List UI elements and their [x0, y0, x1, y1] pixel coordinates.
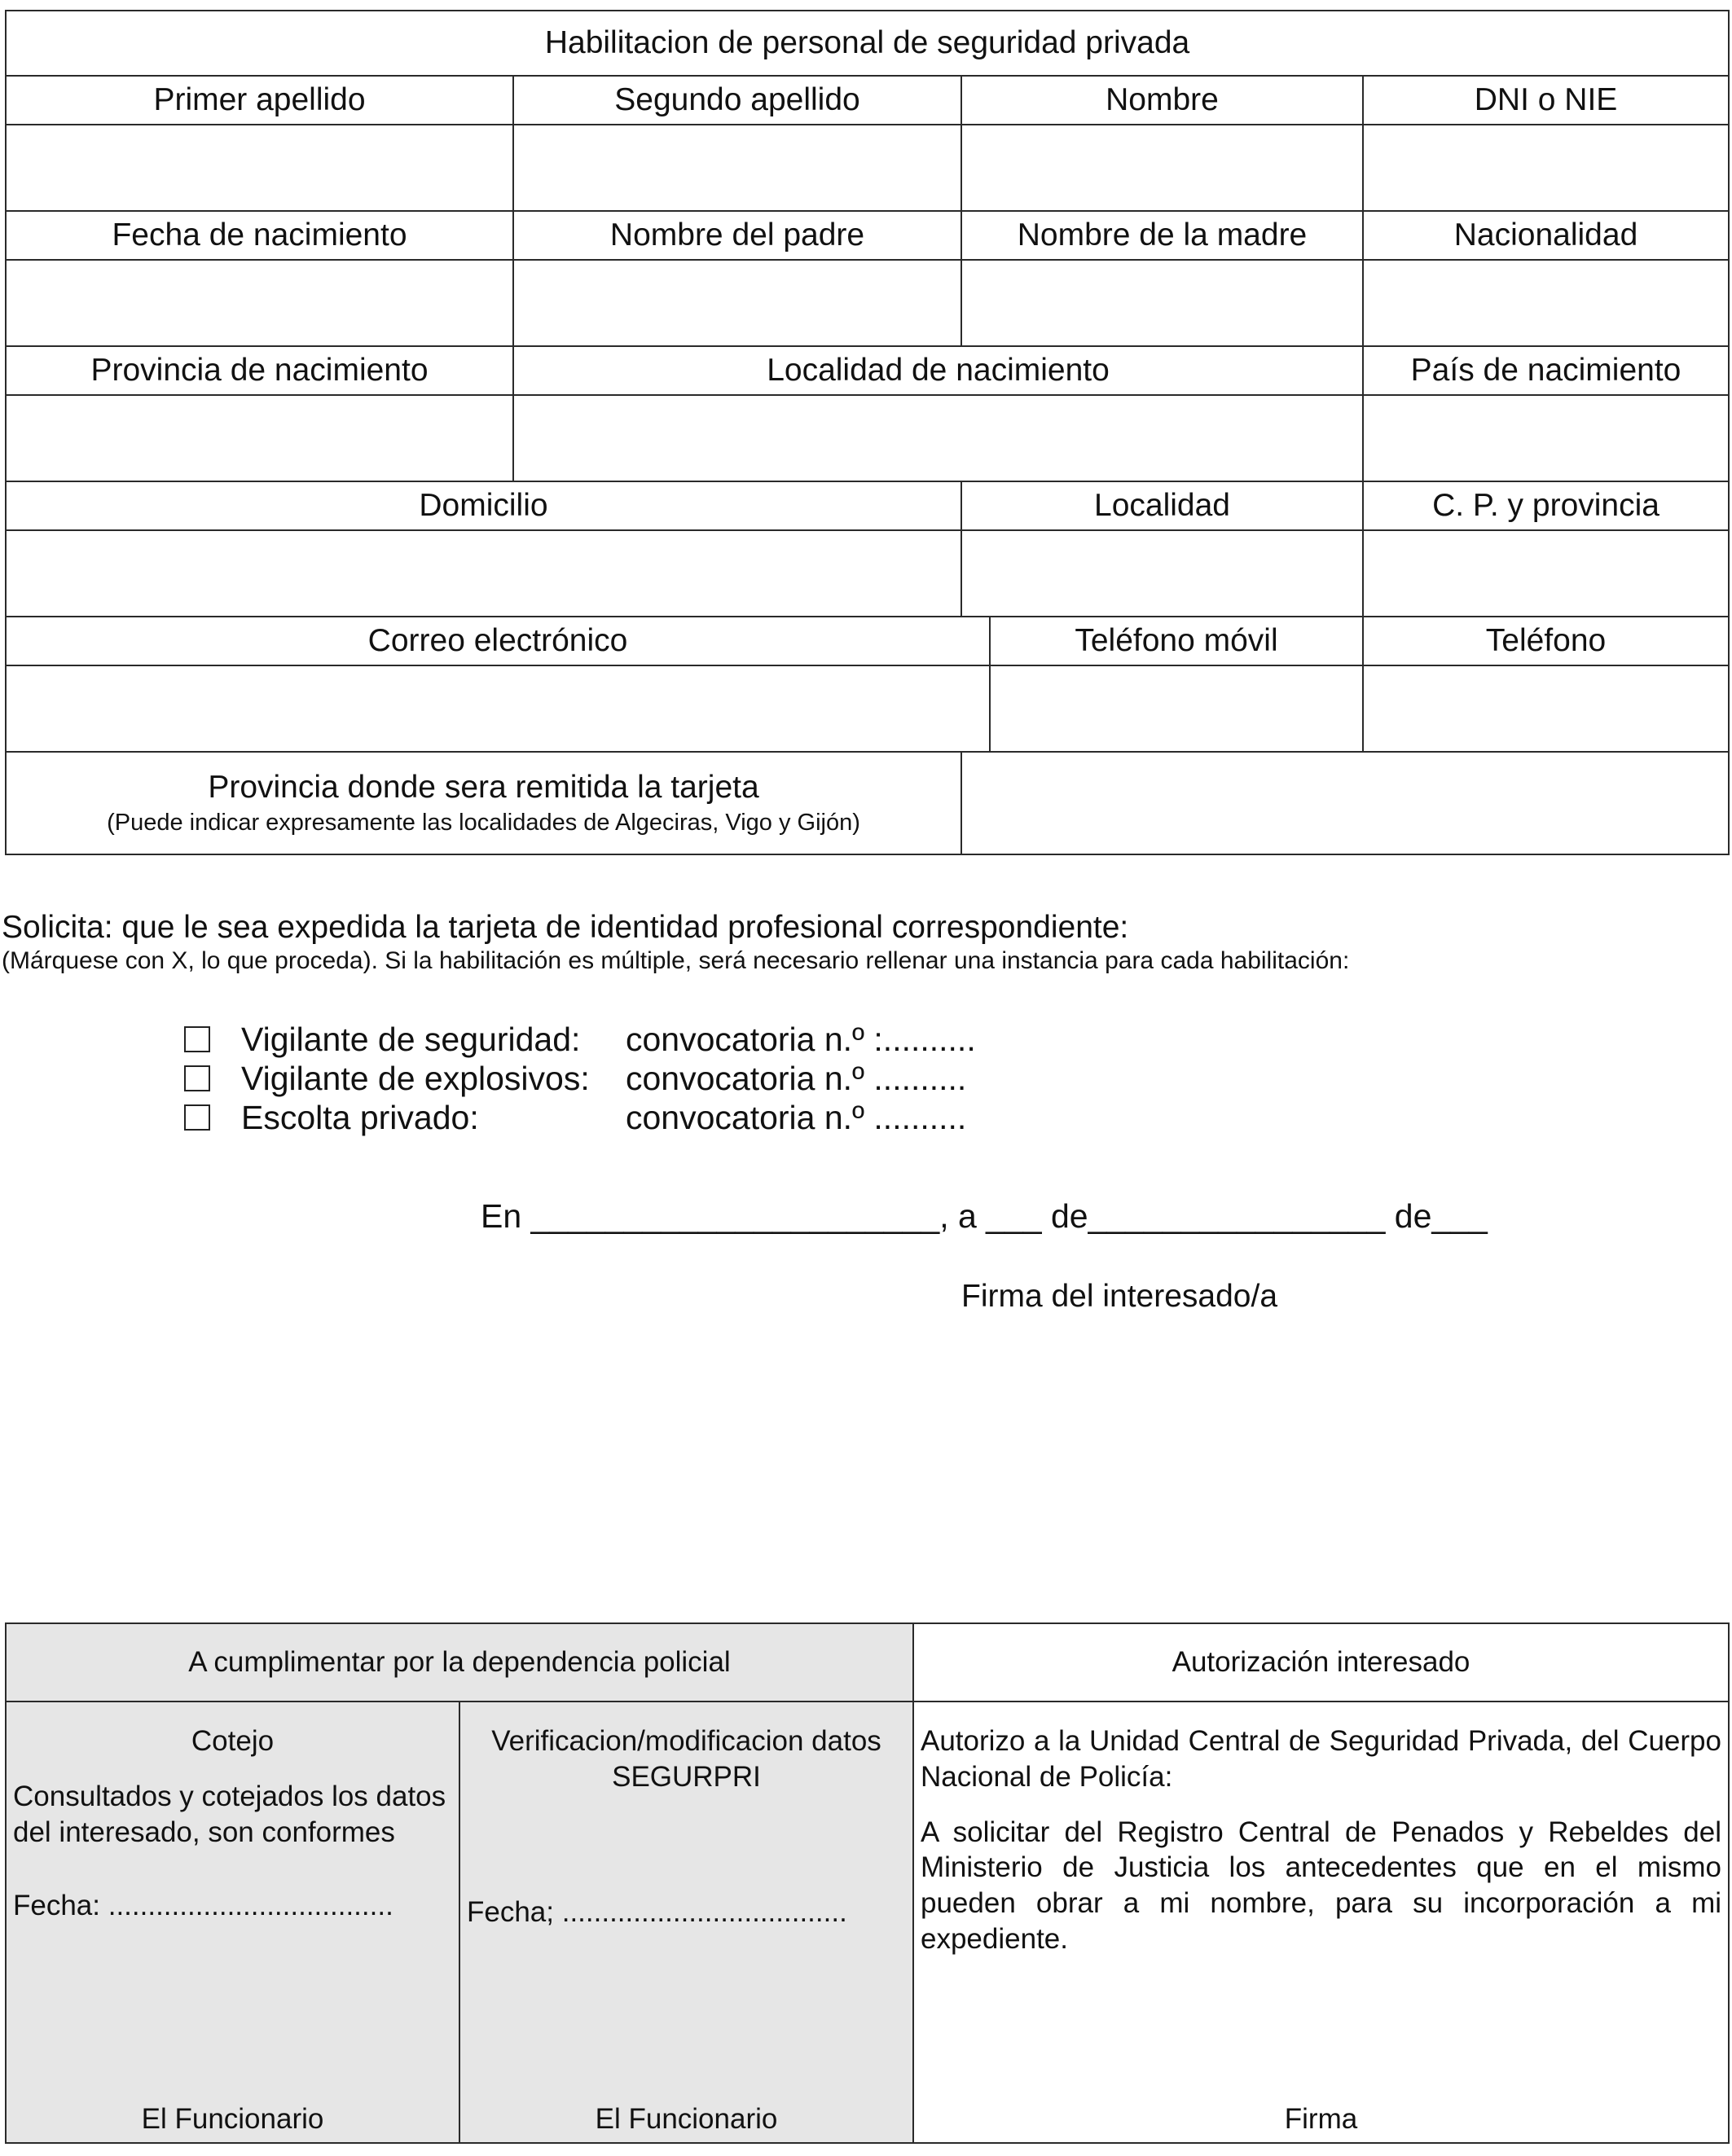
cotejo-footer: El Funcionario — [141, 2103, 324, 2136]
label-pais-nacimiento: País de nacimiento — [1363, 346, 1729, 395]
form-title: Habilitacion de personal de seguridad privada — [6, 11, 1729, 76]
option-label: Vigilante de seguridad: — [241, 1021, 581, 1058]
label-correo: Correo electrónico — [6, 617, 990, 665]
field-primer-apellido[interactable] — [6, 125, 513, 211]
field-correo[interactable] — [6, 665, 990, 752]
official-use-table — [5, 1622, 1730, 2144]
label-localidad: Localidad — [961, 481, 1363, 530]
cotejo-cell — [6, 1702, 459, 2143]
field-nombre[interactable] — [961, 125, 1363, 211]
police-section-header: A cumplimentar por la dependencia policial — [6, 1623, 913, 1702]
authorization-cell — [913, 1702, 1729, 2143]
option-label: Vigilante de explosivos: — [241, 1060, 590, 1097]
label-nacionalidad: Nacionalidad — [1363, 211, 1729, 260]
field-domicilio[interactable] — [6, 530, 961, 617]
option-convocatoria: convocatoria n.º .......... — [626, 1099, 967, 1136]
verificacion-fecha[interactable]: Fecha; .................................... — [467, 1896, 847, 1928]
field-fecha-nacimiento[interactable] — [6, 260, 513, 346]
field-telefono-movil[interactable] — [990, 665, 1363, 752]
verificacion-title: Verificacion/modificacion datos SEGURPRI — [491, 1725, 881, 1793]
field-localidad[interactable] — [961, 530, 1363, 617]
signature-label: Firma del interesado/a — [961, 1279, 1278, 1314]
cotejo-fecha[interactable]: Fecha: .................................... — [13, 1890, 393, 1921]
label-provincia-nacimiento: Provincia de nacimiento — [6, 346, 513, 395]
option-label: Escolta privado: — [241, 1099, 479, 1136]
cotejo-text: Consultados y cotejados los datos del interesado, son conformes — [13, 1781, 446, 1848]
label-primer-apellido: Primer apellido — [6, 76, 513, 125]
place-date-line[interactable]: En ______________________, a ___ de________________ de___ — [481, 1197, 1488, 1235]
label-cp-provincia: C. P. y provincia — [1363, 481, 1729, 530]
provincia-remision-note: (Puede indicar expresamente las localidades de Algeciras, Vigo y Gijón) — [107, 809, 860, 836]
field-telefono[interactable] — [1363, 665, 1729, 752]
authorization-signature[interactable]: Firma — [1284, 2103, 1358, 2136]
label-fecha-nacimiento: Fecha de nacimiento — [6, 211, 513, 260]
label-provincia-remision — [6, 752, 961, 854]
cotejo-title: Cotejo — [191, 1725, 275, 1757]
solicita-text: Solicita: que le sea expedida la tarjeta de identidad profesional correspondiente: — [2, 910, 1129, 945]
field-provincia-nacimiento[interactable] — [6, 395, 513, 481]
authorization-paragraph-1: Autorizo a la Unidad Central de Seguridad Privada, del Cuerpo Nacional de Policía: — [921, 1725, 1721, 1793]
authorization-header: Autorización interesado — [913, 1623, 1729, 1702]
verificacion-footer: El Funcionario — [595, 2103, 778, 2136]
label-telefono-movil: Teléfono móvil — [990, 617, 1363, 665]
label-nombre: Nombre — [961, 76, 1363, 125]
field-dni-nie[interactable] — [1363, 125, 1729, 211]
field-localidad-nacimiento[interactable] — [513, 395, 1363, 481]
authorization-paragraph-2: A solicitar del Registro Central de Penados y Rebeldes del Ministerio de Justicia los antecedentes que en el mismo pueden obrar a mi nombre, para su incorporación a mi expediente. — [921, 1816, 1721, 1955]
option-convocatoria: convocatoria n.º :.......... — [626, 1021, 976, 1058]
label-telefono: Teléfono — [1363, 617, 1729, 665]
label-dni-nie: DNI o NIE — [1363, 76, 1729, 125]
checkbox-escolta-privado[interactable] — [184, 1104, 210, 1131]
checkbox-vigilante-seguridad[interactable] — [184, 1026, 210, 1052]
applicant-data-table — [5, 10, 1730, 855]
field-nacionalidad[interactable] — [1363, 260, 1729, 346]
field-nombre-padre[interactable] — [513, 260, 961, 346]
checkbox-vigilante-explosivos[interactable] — [184, 1065, 210, 1091]
provincia-remision-label: Provincia donde sera remitida la tarjeta — [208, 769, 759, 805]
label-localidad-nacimiento: Localidad de nacimiento — [513, 346, 1363, 395]
label-segundo-apellido: Segundo apellido — [513, 76, 961, 125]
solicita-note: (Márquese con X, lo que proceda). Si la habilitación es múltiple, será necesario rellenar una instancia para cada habilitación: — [2, 947, 1350, 974]
label-domicilio: Domicilio — [6, 481, 961, 530]
field-provincia-remision[interactable] — [961, 752, 1729, 854]
field-cp-provincia[interactable] — [1363, 530, 1729, 617]
field-nombre-madre[interactable] — [961, 260, 1363, 346]
field-segundo-apellido[interactable] — [513, 125, 961, 211]
verificacion-cell — [459, 1702, 913, 2143]
field-pais-nacimiento[interactable] — [1363, 395, 1729, 481]
option-convocatoria: convocatoria n.º .......... — [626, 1060, 967, 1097]
label-nombre-padre: Nombre del padre — [513, 211, 961, 260]
label-nombre-madre: Nombre de la madre — [961, 211, 1363, 260]
